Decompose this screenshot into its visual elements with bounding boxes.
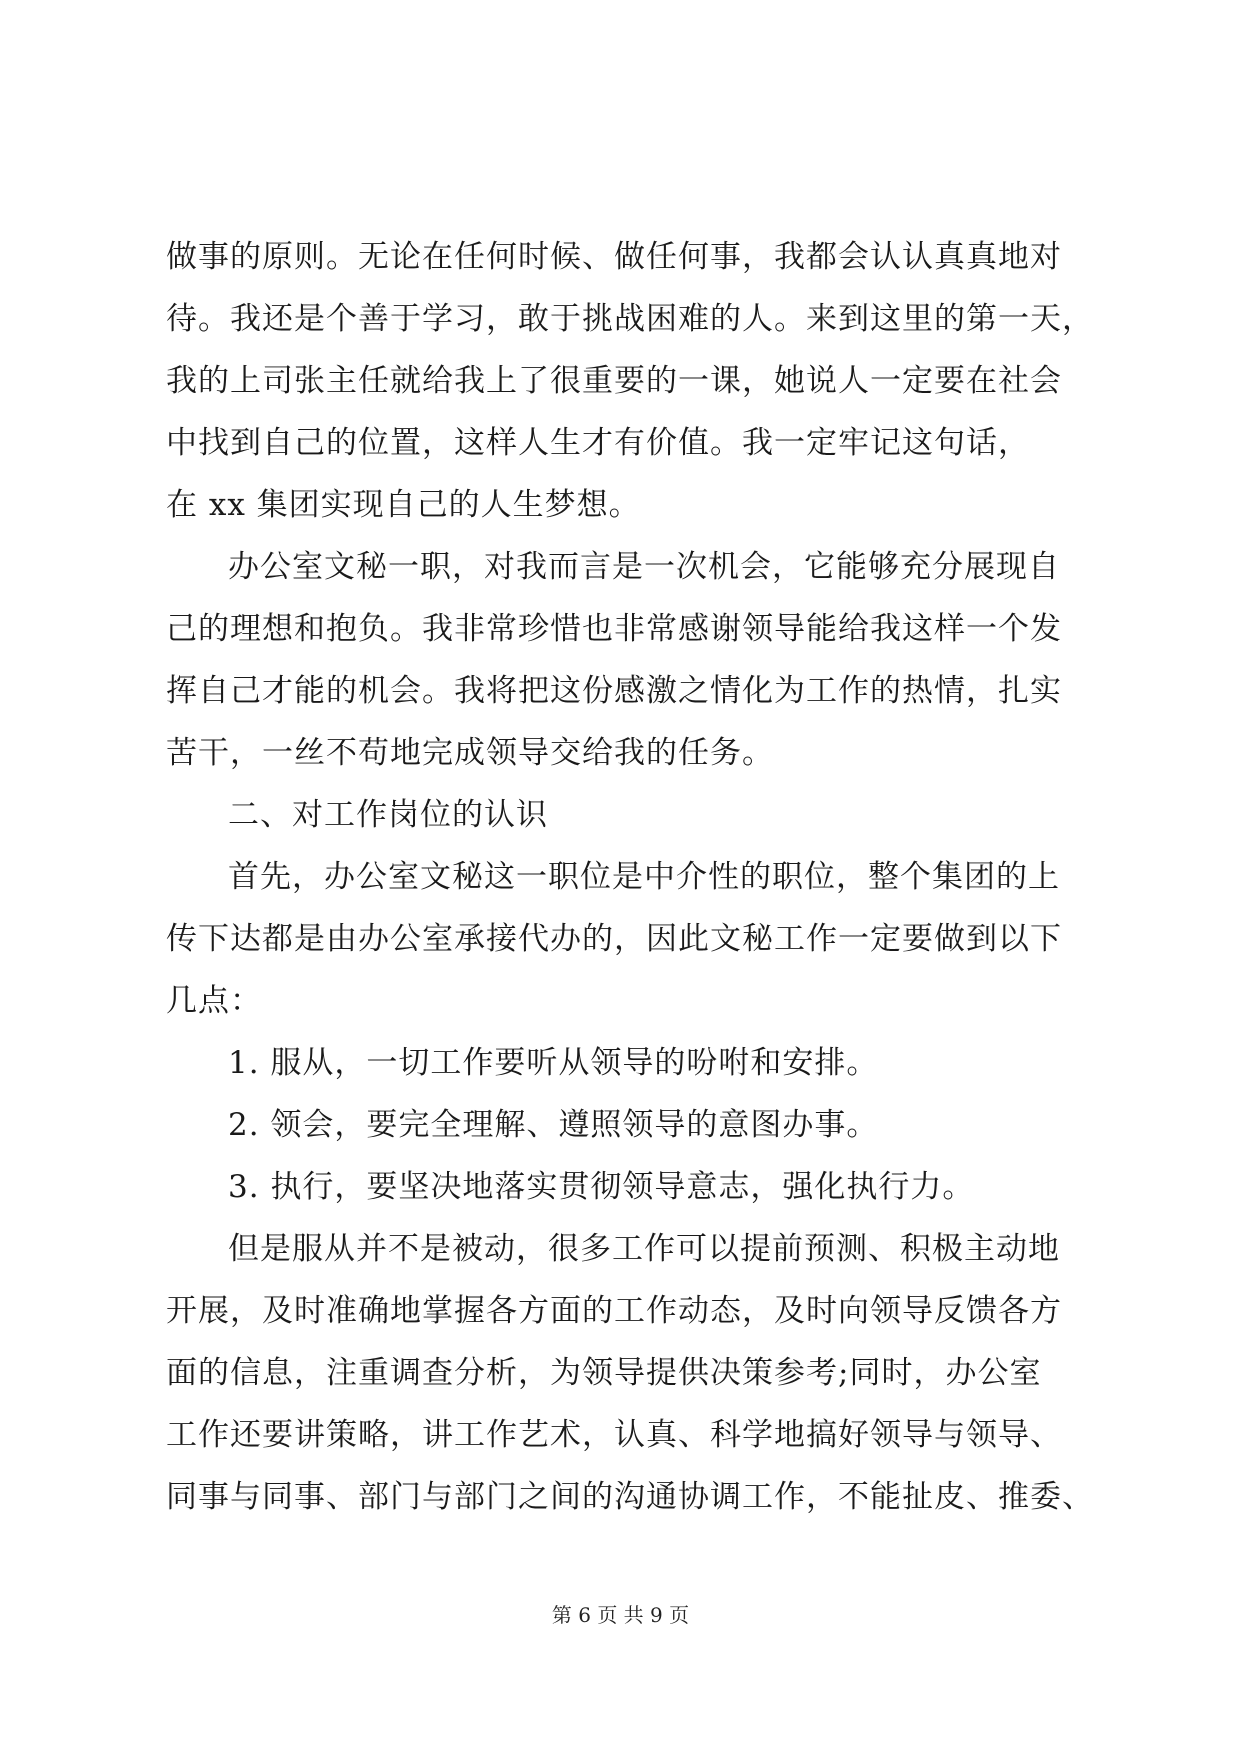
paragraph-first-line: 但是服从并不是被动，很多工作可以提前预测、积极主动地 xyxy=(228,1231,1060,1267)
page-number-footer: 第 6 页 共 9 页 xyxy=(551,1603,690,1627)
text-line: 传下达都是由办公室承接代办的，因此文秘工作一定要做到以下 xyxy=(166,921,1062,957)
text-line: 待。我还是个善于学习，敢于挑战困难的人。来到这里的第一天， xyxy=(166,301,1094,337)
text-line: 同事与同事、部门与部门之间的沟通协调工作，不能扯皮、推委、 xyxy=(166,1479,1094,1515)
text-line: 做事的原则。无论在任何时候、做任何事，我都会认认真真地对 xyxy=(166,239,1062,275)
text-line: 我的上司张主任就给我上了很重要的一课，她说人一定要在社会 xyxy=(166,363,1062,399)
list-item: 1. 服从，一切工作要听从领导的吩咐和安排。 xyxy=(228,1045,879,1081)
text-line: 几点： xyxy=(166,983,262,1019)
text-line: 开展，及时准确地掌握各方面的工作动态，及时向领导反馈各方 xyxy=(166,1293,1062,1329)
list-item: 2. 领会，要完全理解、遵照领导的意图办事。 xyxy=(228,1107,879,1143)
text-line: 中找到自己的位置，这样人生才有价值。我一定牢记这句话， xyxy=(166,425,1030,461)
text-line: 苦干，一丝不苟地完成领导交给我的任务。 xyxy=(166,735,774,771)
text-line: 挥自己才能的机会。我将把这份感激之情化为工作的热情，扎实 xyxy=(166,673,1062,709)
section-heading: 二、对工作岗位的认识 xyxy=(228,797,548,833)
paragraph-first-line: 首先，办公室文秘这一职位是中介性的职位，整个集团的上 xyxy=(228,859,1060,895)
document-body xyxy=(166,226,1094,1528)
list-item: 3. 执行，要坚决地落实贯彻领导意志，强化执行力。 xyxy=(228,1169,975,1205)
paragraph-first-line: 办公室文秘一职，对我而言是一次机会，它能够充分展现自 xyxy=(228,549,1060,585)
text-line: 面的信息，注重调查分析，为领导提供决策参考;同时，办公室 xyxy=(166,1355,1042,1391)
text-line: 己的理想和抱负。我非常珍惜也非常感谢领导能给我这样一个发 xyxy=(166,611,1062,647)
text-line: 在 xx 集团实现自己的人生梦想。 xyxy=(166,487,641,523)
text-line: 工作还要讲策略，讲工作艺术，认真、科学地搞好领导与领导、 xyxy=(166,1417,1062,1453)
